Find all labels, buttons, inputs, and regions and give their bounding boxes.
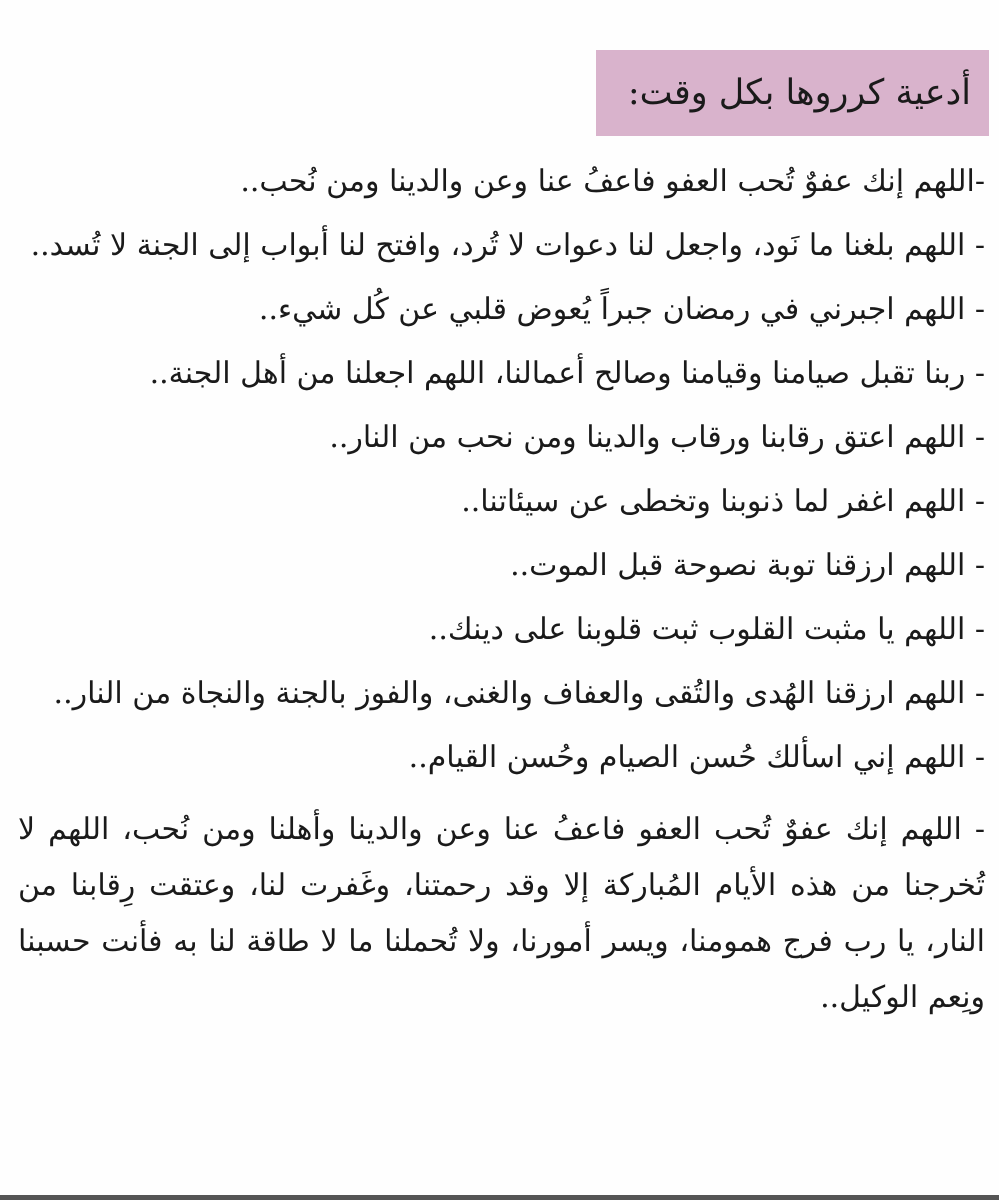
dua-line-1: -اللهم إنك عفوٌ تُحب العفو فاعفُ عنا وعن والدينا ومن نُحب.. <box>240 164 985 199</box>
dua-line-2: - اللهم بلغنا ما نَود، واجعل لنا دعوات لا تُرد، وافتح لنا أبواب إلى الجنة لا تُسد.. <box>30 228 985 263</box>
dua-line-6: - اللهم اغفر لما ذنوبنا وتخطى عن سيئاتنا.. <box>461 484 985 519</box>
dua-line-4: - ربنا تقبل صيامنا وقيامنا وصالح أعمالنا، اللهم اجعلنا من أهل الجنة.. <box>149 356 985 391</box>
dua-line-8: - اللهم يا مثبت القلوب ثبت قلوبنا على دينك.. <box>428 612 985 647</box>
final-dua-paragraph: - اللهم إنك عفوٌ تُحب العفو فاعفُ عنا وعن والدينا وأهلنا ومن نُحب، اللهم لا تُخرجنا من هذه الأيام المُباركة إلا وقد رحمتنا، وغَفرت لنا، وعتقت رِقابنا من النار، يا رب فرج همومنا، ويسر أمورنا، ولا تُحملنا ما لا طاقة لنا به فأنت حسبنا ونِعم الوكيل.. <box>18 812 985 1015</box>
dua-list <box>18 150 985 1026</box>
dua-line-10: - اللهم إني اسألك حُسن الصيام وحُسن القيام.. <box>408 740 985 775</box>
title-banner <box>596 50 989 136</box>
dua-line-3: - اللهم اجبرني في رمضان جبراً يُعوض قلبي عن كُل شيء.. <box>258 292 985 327</box>
dua-line-5: - اللهم اعتق رقابنا ورقاب والدينا ومن نحب من النار.. <box>329 420 985 455</box>
dua-line-9: - اللهم ارزقنا الهُدى والتُقى والعفاف والغنى، والفوز بالجنة والنجاة من النار.. <box>53 676 985 711</box>
dua-line-7: - اللهم ارزقنا توبة نصوحة قبل الموت.. <box>510 548 985 583</box>
bottom-divider <box>0 1195 999 1200</box>
page-title: أدعية كرروها بكل وقت: <box>627 72 971 113</box>
